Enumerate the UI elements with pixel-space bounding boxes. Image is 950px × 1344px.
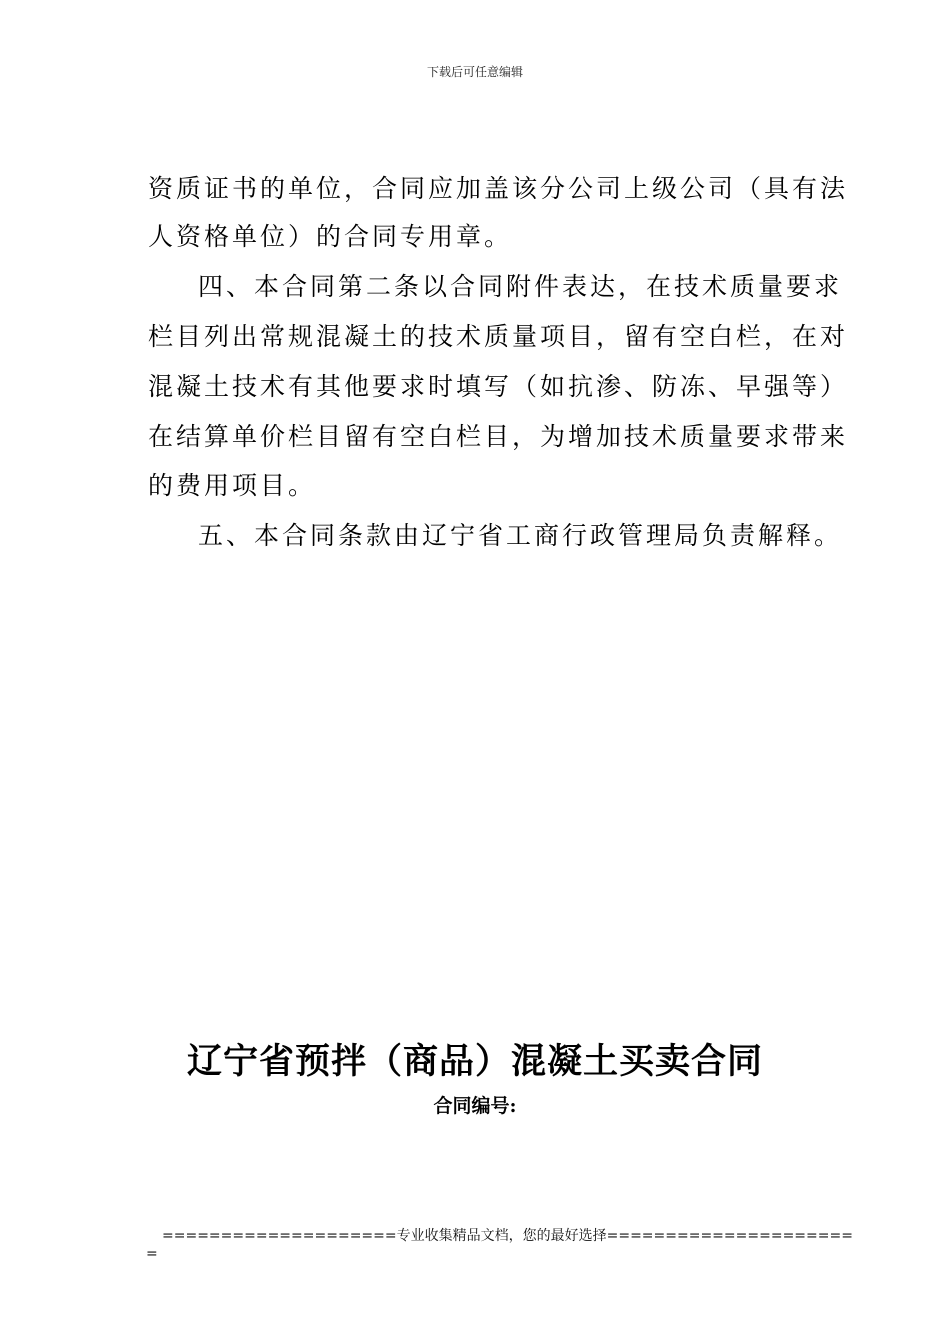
body-line-6: 在结算单价栏目留有空白栏目，为增加技术质量要求带来 (148, 422, 849, 451)
body-line-7: 的费用项目。 (148, 471, 317, 500)
body-line-3: 四、本合同第二条以合同附件表达，在技术质量要求 (198, 272, 843, 301)
footer-banner-tail: = (146, 1246, 158, 1262)
body-line-5: 混凝土技术有其他要求时填写（如抗渗、防冻、早强等） (148, 372, 849, 401)
contract-title: 辽宁省预拌（商品）混凝土买卖合同 (186, 1041, 763, 1082)
body-line-1: 资质证书的单位，合同应加盖该分公司上级公司（具有法 (148, 174, 849, 203)
header-note: 下载后可任意编辑 (426, 65, 523, 79)
footer-banner: ====================专业收集精品文档，您的最好选择===================== (162, 1228, 853, 1244)
body-line-2: 人资格单位）的合同专用章。 (148, 222, 513, 251)
body-line-8: 五、本合同条款由辽宁省工商行政管理局负责解释。 (198, 521, 843, 550)
contract-number-label: 合同编号: (433, 1095, 517, 1117)
body-line-4: 栏目列出常规混凝土的技术质量项目，留有空白栏，在对 (148, 322, 849, 351)
